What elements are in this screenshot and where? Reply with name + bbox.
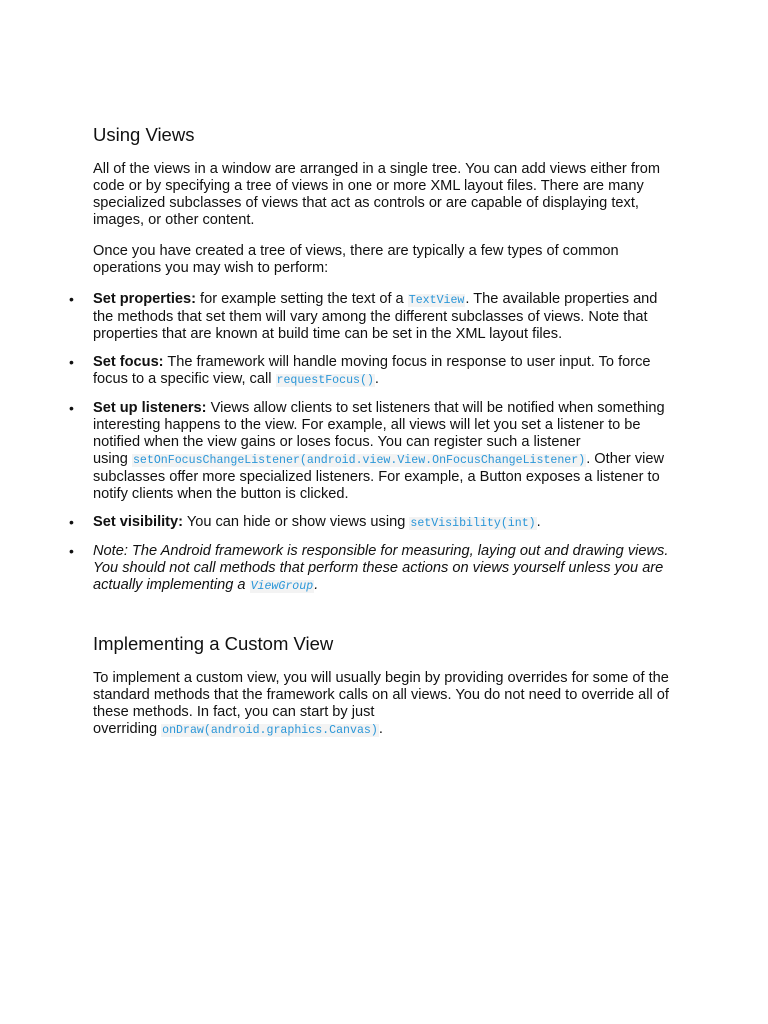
section-heading-using-views: Using Views <box>93 124 195 145</box>
paragraph-text: overriding <box>93 721 162 737</box>
item-text: . Other view subclasses offer more specialized listeners. For example, a Button exposes a listener to notify clients when the button is clicked. <box>93 451 665 502</box>
textview-link[interactable]: TextView <box>408 294 465 307</box>
list-item-set-visibility <box>69 514 675 532</box>
item-text: . The available properties and the methods that set them will vary among the different subclasses of views. Note that properties that are known at build time can be set in the XML layout files. <box>93 291 658 342</box>
item-text: Views allow clients to set listeners that will be notified when something interesting happens to the view. For example, all views will let you set a listener to be notified when the view gains or loses focus. You can register such a listener <box>93 400 665 450</box>
bullet-icon: • <box>69 400 74 416</box>
item-label: Set visibility: <box>93 514 184 530</box>
on-draw-link[interactable]: onDraw(android.graphics.Canvas) <box>162 724 378 737</box>
request-focus-link[interactable]: requestFocus() <box>276 374 374 387</box>
bullet-icon: • <box>69 291 74 307</box>
viewgroup-link[interactable]: ViewGroup <box>250 580 314 593</box>
list-item-set-focus <box>69 354 675 389</box>
item-text: using <box>93 451 132 467</box>
item-text: The framework will handle moving focus in response to user input. To force focus to a specific view, call <box>93 354 651 387</box>
paragraph-text: . <box>378 721 383 737</box>
note-text: . <box>314 577 319 593</box>
item-text: You can hide or show views using <box>183 514 410 530</box>
bullet-icon: • <box>69 543 74 559</box>
list-item-set-up-listeners <box>69 400 675 503</box>
item-text: . <box>374 371 379 387</box>
document-page <box>69 124 675 753</box>
operations-paragraph: Once you have created a tree of views, there are typically a few types of common operations you may wish to perform: <box>93 243 619 276</box>
item-text: for example setting the text of a <box>196 291 408 307</box>
custom-view-paragraph <box>93 670 675 739</box>
list-item-note <box>69 543 675 595</box>
set-on-focus-change-listener-link[interactable]: setOnFocusChangeListener(android.view.View.OnFocusChangeListener) <box>132 454 586 467</box>
list-item-set-properties <box>69 291 675 343</box>
operations-list <box>69 291 675 595</box>
bullet-icon: • <box>69 354 74 370</box>
item-label: Set up listeners: <box>93 400 207 416</box>
set-visibility-link[interactable]: setVisibility(int) <box>410 517 536 530</box>
intro-paragraph: All of the views in a window are arranged in a single tree. You can add views either from code or by specifying a tree of views in one or more XML layout files. There are many specialized subclasses of views that act as controls or are capable of displaying text, images, or other content. <box>93 161 661 228</box>
item-label: Set focus: <box>93 354 164 370</box>
section-heading-custom-view: Implementing a Custom View <box>93 633 334 654</box>
item-label: Set properties: <box>93 291 196 307</box>
item-text: . <box>536 514 541 530</box>
bullet-icon: • <box>69 514 74 530</box>
paragraph-text: To implement a custom view, you will usually begin by providing overrides for some of the standard methods that the framework calls on all views. You do not need to override all of these methods. In fact, you can start by just <box>93 670 669 720</box>
note-text: Note: The Android framework is responsible for measuring, laying out and drawing views. You should not call methods that perform these actions on views yourself unless you are actually implementing a <box>93 543 669 593</box>
